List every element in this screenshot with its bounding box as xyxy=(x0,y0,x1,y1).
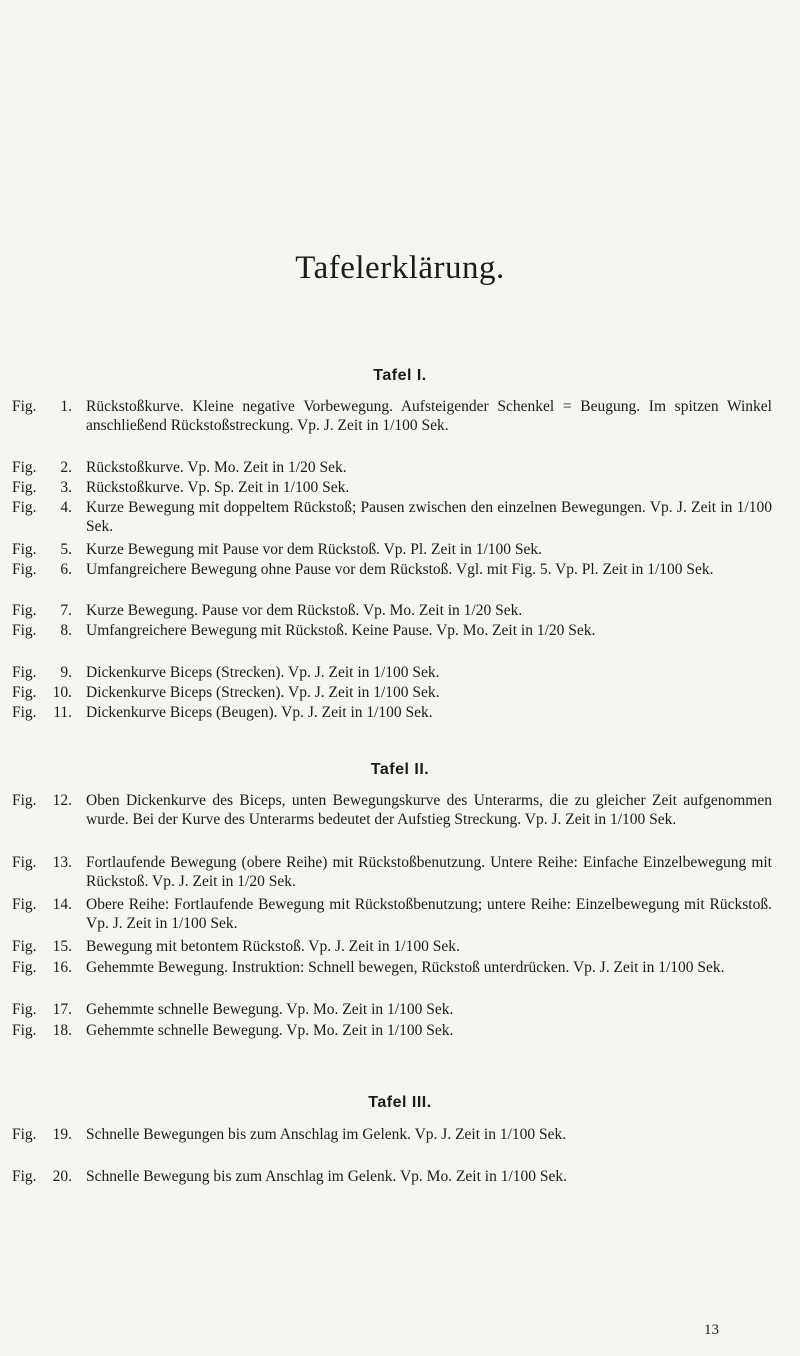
page-number: 13 xyxy=(704,1322,719,1338)
figure-entry xyxy=(12,601,772,620)
fig-caption: Umfangreichere Bewegung ohne Pause vor dem Rückstoß. Vgl. mit Fig. 5. Vp. Pl. Zeit in 1/100 Sek. xyxy=(86,561,714,578)
fig-label: Fig. xyxy=(12,602,37,619)
fig-number: 10. xyxy=(52,684,72,701)
fig-label: Fig. xyxy=(12,938,37,955)
figure-entry xyxy=(12,703,772,722)
fig-caption: Kurze Bewegung mit Pause vor dem Rückstoß. Vp. Pl. Zeit in 1/100 Sek. xyxy=(86,541,543,558)
fig-number: 7. xyxy=(60,602,72,619)
figure-entry xyxy=(12,540,772,559)
fig-label: Fig. xyxy=(12,684,37,701)
fig-caption: Schnelle Bewegung bis zum Anschlag im Gelenk. Vp. Mo. Zeit in 1/100 Sek. xyxy=(86,1168,568,1185)
fig-number: 12. xyxy=(52,792,72,809)
fig-label: Fig. xyxy=(12,896,37,913)
fig-number: 16. xyxy=(52,959,72,976)
fig-caption: Kurze Bewegung mit doppeltem Rückstoß; Pausen zwischen den einzelnen Bewegungen. Vp. J. Zeit in 1/100 Sek. xyxy=(86,499,772,535)
fig-label: Fig. xyxy=(12,792,37,809)
fig-caption: Schnelle Bewegungen bis zum Anschlag im Gelenk. Vp. J. Zeit in 1/100 Sek. xyxy=(86,1126,567,1143)
fig-caption: Obere Reihe: Fortlaufende Bewegung mit Rückstoßbenutzung; untere Reihe: Einzelbewegung mit Rückstoß. Vp. J. Zeit in 1/100 Sek. xyxy=(86,896,772,932)
fig-number: 2. xyxy=(60,459,72,476)
section-heading-tafel-1: Tafel I. xyxy=(373,367,427,384)
fig-caption: Dickenkurve Biceps (Strecken). Vp. J. Zeit in 1/100 Sek. xyxy=(86,684,440,701)
fig-caption: Dickenkurve Biceps (Strecken). Vp. J. Zeit in 1/100 Sek. xyxy=(86,664,440,681)
fig-caption: Gehemmte schnelle Bewegung. Vp. Mo. Zeit in 1/100 Sek. xyxy=(86,1001,454,1018)
figure-entry xyxy=(12,621,772,640)
fig-number: 11. xyxy=(53,704,72,721)
fig-caption: Dickenkurve Biceps (Beugen). Vp. J. Zeit in 1/100 Sek. xyxy=(86,704,433,721)
fig-number: 17. xyxy=(52,1001,72,1018)
fig-label: Fig. xyxy=(12,398,37,415)
fig-caption: Rückstoßkurve. Vp. Sp. Zeit in 1/100 Sek. xyxy=(86,479,350,496)
fig-caption: Gehemmte Bewegung. Instruktion: Schnell bewegen, Rückstoß unterdrücken. Vp. J. Zeit in 1/100 Sek. xyxy=(86,959,725,976)
fig-label: Fig. xyxy=(12,561,37,578)
fig-number: 15. xyxy=(52,938,72,955)
figure-entry xyxy=(12,791,772,829)
fig-number: 9. xyxy=(60,664,72,681)
figure-entry xyxy=(12,458,772,477)
fig-caption: Rückstoßkurve. Vp. Mo. Zeit in 1/20 Sek. xyxy=(86,459,347,476)
figure-entry xyxy=(12,478,772,497)
fig-label: Fig. xyxy=(12,1126,37,1143)
fig-label: Fig. xyxy=(12,541,37,558)
fig-label: Fig. xyxy=(12,704,37,721)
fig-label: Fig. xyxy=(12,854,37,871)
figure-entry xyxy=(12,958,772,977)
fig-number: 14. xyxy=(52,896,72,913)
section-heading-tafel-2: Tafel II. xyxy=(370,761,430,778)
fig-number: 6. xyxy=(60,561,72,578)
fig-label: Fig. xyxy=(12,622,37,639)
figure-entry xyxy=(12,683,772,702)
figure-entry xyxy=(12,397,772,435)
page-title: Tafelerklärung. xyxy=(295,250,505,286)
fig-label: Fig. xyxy=(12,459,37,476)
fig-caption: Oben Dickenkurve des Biceps, unten Bewegungskurve des Unterarms, die zu gleicher Zeit aufgenommen wurde. Bei der Kurve des Unterarms bedeutet der Aufstieg Streckung. Vp. J. Zeit in 1/100 Sek. xyxy=(86,792,772,828)
fig-label: Fig. xyxy=(12,664,37,681)
fig-label: Fig. xyxy=(12,1022,37,1039)
fig-number: 3. xyxy=(60,479,72,496)
fig-number: 19. xyxy=(52,1126,72,1143)
fig-label: Fig. xyxy=(12,1001,37,1018)
fig-number: 13. xyxy=(52,854,72,871)
fig-label: Fig. xyxy=(12,479,37,496)
fig-caption: Gehemmte schnelle Bewegung. Vp. Mo. Zeit in 1/100 Sek. xyxy=(86,1022,454,1039)
figure-entry xyxy=(12,663,772,682)
fig-label: Fig. xyxy=(12,499,37,516)
fig-number: 8. xyxy=(60,622,72,639)
figure-entry xyxy=(12,1000,772,1019)
fig-label: Fig. xyxy=(12,1168,37,1185)
figure-entry xyxy=(12,937,772,956)
figure-entry xyxy=(12,560,772,579)
figure-entry xyxy=(12,1125,772,1144)
fig-caption: Fortlaufende Bewegung (obere Reihe) mit Rückstoßbenutzung. Untere Reihe: Einfache Einzelbewegung mit Rückstoß. Vp. J. Zeit in 1/20 Sek. xyxy=(86,854,772,890)
fig-number: 18. xyxy=(52,1022,72,1039)
figure-entry xyxy=(12,853,772,891)
figure-entry xyxy=(12,1167,772,1186)
fig-label: Fig. xyxy=(12,959,37,976)
figure-entry xyxy=(12,1021,772,1040)
fig-number: 1. xyxy=(60,398,72,415)
fig-caption: Rückstoßkurve. Kleine negative Vorbewegung. Aufsteigender Schenkel = Beugung. Im spitzen Winkel anschließend Rückstoßstreckung. Vp. J. Zeit in 1/100 Sek. xyxy=(86,398,772,434)
fig-number: 20. xyxy=(52,1168,72,1185)
fig-number: 4. xyxy=(60,499,72,516)
figure-entry xyxy=(12,498,772,536)
fig-caption: Kurze Bewegung. Pause vor dem Rückstoß. Vp. Mo. Zeit in 1/20 Sek. xyxy=(86,602,523,619)
figure-entry xyxy=(12,895,772,933)
fig-number: 5. xyxy=(60,541,72,558)
fig-caption: Umfangreichere Bewegung mit Rückstoß. Keine Pause. Vp. Mo. Zeit in 1/20 Sek. xyxy=(86,622,596,639)
section-heading-tafel-3: Tafel III. xyxy=(368,1094,432,1111)
fig-caption: Bewegung mit betontem Rückstoß. Vp. J. Zeit in 1/100 Sek. xyxy=(86,938,460,955)
